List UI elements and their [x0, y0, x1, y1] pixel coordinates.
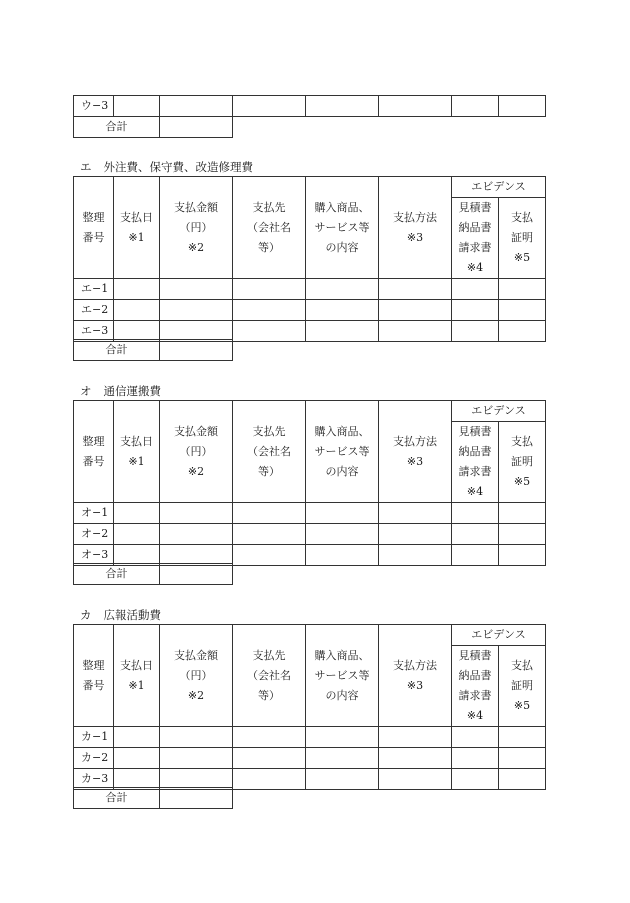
content-cell[interactable] — [306, 524, 379, 545]
payee-cell[interactable] — [233, 279, 306, 300]
method-cell[interactable] — [379, 300, 452, 321]
payee-cell[interactable] — [233, 769, 306, 790]
method-cell[interactable] — [379, 279, 452, 300]
quote-cell[interactable] — [452, 503, 499, 524]
row-label: カ−1 — [74, 727, 114, 748]
header-row — [74, 401, 546, 422]
quote-cell[interactable] — [452, 748, 499, 769]
payee-cell[interactable] — [233, 321, 306, 342]
total-table — [73, 339, 233, 361]
proof-cell[interactable] — [499, 545, 546, 566]
payee-cell[interactable] — [233, 748, 306, 769]
header-evidence: エビデンス — [452, 625, 546, 646]
header-payee: 支払先 （会社名 等） — [233, 401, 306, 503]
amount-cell[interactable] — [160, 748, 233, 769]
header-quote: 見積書 納品書 請求書 ※4 — [452, 198, 499, 279]
row-label: エ−3 — [74, 321, 114, 342]
row-label: エ−2 — [74, 300, 114, 321]
content-cell[interactable] — [306, 545, 379, 566]
payment-date-cell[interactable] — [114, 748, 160, 769]
proof-cell[interactable] — [499, 748, 546, 769]
payment-date-cell[interactable] — [114, 300, 160, 321]
content-cell[interactable] — [306, 300, 379, 321]
payee-cell[interactable] — [233, 96, 306, 117]
header-seiri-bangou: 整理 番号 — [74, 401, 114, 503]
total-label: 合計 — [74, 117, 160, 138]
proof-cell[interactable] — [499, 321, 546, 342]
payee-cell[interactable] — [233, 503, 306, 524]
header-quote: 見積書 納品書 請求書 ※4 — [452, 646, 499, 727]
amount-cell[interactable] — [160, 300, 233, 321]
method-cell[interactable] — [379, 96, 452, 117]
content-cell[interactable] — [306, 96, 379, 117]
quote-cell[interactable] — [452, 96, 499, 117]
content-cell[interactable] — [306, 279, 379, 300]
content-cell[interactable] — [306, 748, 379, 769]
header-amount: 支払金額 （円） ※2 — [160, 177, 233, 279]
table-row — [74, 279, 546, 300]
expense-table-ka — [73, 624, 546, 790]
payment-date-cell[interactable] — [114, 727, 160, 748]
amount-cell[interactable] — [160, 524, 233, 545]
quote-cell[interactable] — [452, 524, 499, 545]
amount-cell[interactable] — [160, 503, 233, 524]
quote-cell[interactable] — [452, 769, 499, 790]
payment-date-cell[interactable] — [114, 279, 160, 300]
header-evidence: エビデンス — [452, 177, 546, 198]
proof-cell[interactable] — [499, 727, 546, 748]
header-seiri-bangou: 整理 番号 — [74, 177, 114, 279]
table-u-partial — [73, 95, 546, 117]
header-proof: 支払 証明 ※5 — [499, 422, 546, 503]
payment-date-cell[interactable] — [114, 503, 160, 524]
header-method: 支払方法 ※3 — [379, 177, 452, 279]
header-payment-date: 支払日 ※1 — [114, 401, 160, 503]
method-cell[interactable] — [379, 503, 452, 524]
header-content: 購入商品、 サービス等 の内容 — [306, 177, 379, 279]
method-cell[interactable] — [379, 321, 452, 342]
header-row — [74, 177, 546, 198]
total-label: 合計 — [74, 788, 160, 809]
header-proof: 支払 証明 ※5 — [499, 646, 546, 727]
row-label: カ−2 — [74, 748, 114, 769]
header-row — [74, 625, 546, 646]
header-payment-date: 支払日 ※1 — [114, 177, 160, 279]
method-cell[interactable] — [379, 727, 452, 748]
amount-cell[interactable] — [160, 279, 233, 300]
proof-cell[interactable] — [499, 279, 546, 300]
content-cell[interactable] — [306, 769, 379, 790]
method-cell[interactable] — [379, 769, 452, 790]
table-row — [74, 524, 546, 545]
total-row — [74, 564, 233, 585]
header-seiri-bangou: 整理 番号 — [74, 625, 114, 727]
total-amount-cell[interactable] — [160, 340, 233, 361]
content-cell[interactable] — [306, 727, 379, 748]
header-payee: 支払先 （会社名 等） — [233, 625, 306, 727]
content-cell[interactable] — [306, 321, 379, 342]
header-amount: 支払金額 （円） ※2 — [160, 401, 233, 503]
total-amount-cell[interactable] — [160, 564, 233, 585]
proof-cell[interactable] — [499, 524, 546, 545]
content-cell[interactable] — [306, 503, 379, 524]
section-title-e: エ 外注費、保守費、改造修理費 — [80, 160, 253, 174]
method-cell[interactable] — [379, 748, 452, 769]
total-table — [73, 116, 233, 138]
header-amount: 支払金額 （円） ※2 — [160, 625, 233, 727]
total-row — [74, 340, 233, 361]
proof-cell[interactable] — [499, 300, 546, 321]
table-row — [74, 96, 546, 117]
payee-cell[interactable] — [233, 300, 306, 321]
total-row — [74, 117, 233, 138]
header-content: 購入商品、 サービス等 の内容 — [306, 401, 379, 503]
quote-cell[interactable] — [452, 545, 499, 566]
header-content: 購入商品、 サービス等 の内容 — [306, 625, 379, 727]
expense-table-o — [73, 400, 546, 566]
header-evidence: エビデンス — [452, 401, 546, 422]
row-label: カ−3 — [74, 769, 114, 790]
method-cell[interactable] — [379, 524, 452, 545]
row-label: オ−3 — [74, 545, 114, 566]
total-table — [73, 787, 233, 809]
header-quote: 見積書 納品書 請求書 ※4 — [452, 422, 499, 503]
header-payment-date: 支払日 ※1 — [114, 625, 160, 727]
quote-cell[interactable] — [452, 279, 499, 300]
table-row — [74, 300, 546, 321]
table-row — [74, 748, 546, 769]
proof-cell[interactable] — [499, 96, 546, 117]
total-row — [74, 788, 233, 809]
header-method: 支払方法 ※3 — [379, 625, 452, 727]
section-title-ka: カ 広報活動費 — [80, 608, 161, 622]
method-cell[interactable] — [379, 545, 452, 566]
header-payee: 支払先 （会社名 等） — [233, 177, 306, 279]
header-proof: 支払 証明 ※5 — [499, 198, 546, 279]
quote-cell[interactable] — [452, 321, 499, 342]
expense-table-e — [73, 176, 546, 342]
amount-cell[interactable] — [160, 96, 233, 117]
payment-date-cell[interactable] — [114, 96, 160, 117]
total-label: 合計 — [74, 564, 160, 585]
row-label: オ−1 — [74, 503, 114, 524]
total-label: 合計 — [74, 340, 160, 361]
table-row — [74, 503, 546, 524]
payee-cell[interactable] — [233, 727, 306, 748]
table-row — [74, 727, 546, 748]
section-title-o: オ 通信運搬費 — [80, 384, 161, 398]
amount-cell[interactable] — [160, 727, 233, 748]
row-label: ウ−3 — [74, 96, 114, 117]
payee-cell[interactable] — [233, 545, 306, 566]
row-label: エ−1 — [74, 279, 114, 300]
quote-cell[interactable] — [452, 300, 499, 321]
total-amount-cell[interactable] — [160, 788, 233, 809]
proof-cell[interactable] — [499, 769, 546, 790]
proof-cell[interactable] — [499, 503, 546, 524]
payment-date-cell[interactable] — [114, 524, 160, 545]
row-label: オ−2 — [74, 524, 114, 545]
quote-cell[interactable] — [452, 727, 499, 748]
total-table — [73, 563, 233, 585]
total-amount-cell[interactable] — [160, 117, 233, 138]
payee-cell[interactable] — [233, 524, 306, 545]
header-method: 支払方法 ※3 — [379, 401, 452, 503]
